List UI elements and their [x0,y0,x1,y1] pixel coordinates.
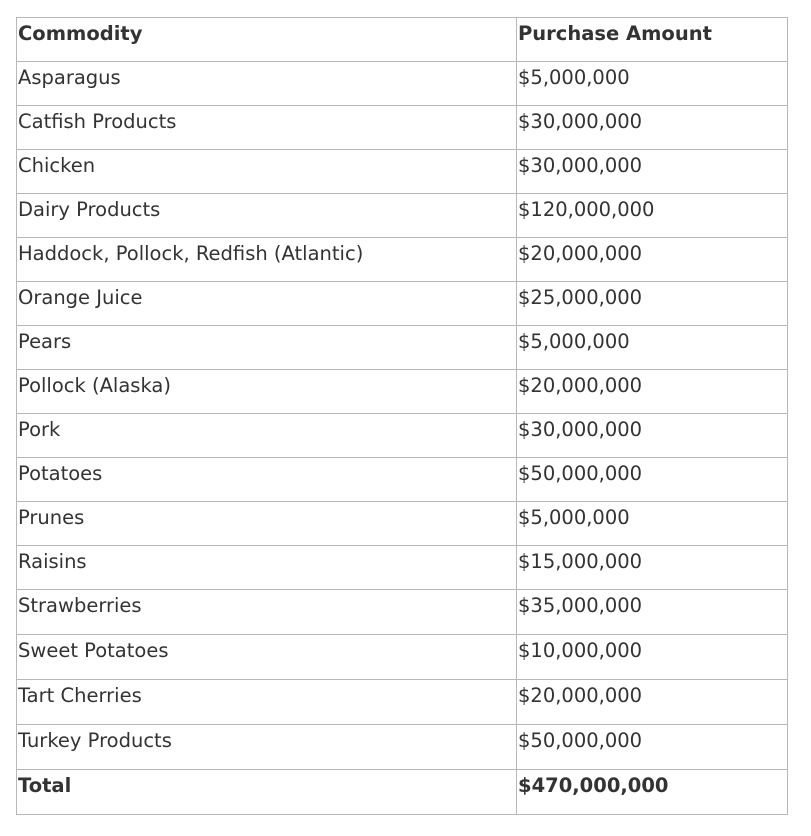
amount-cell: $20,000,000 [517,370,788,414]
table-row [17,414,788,458]
table-row [17,725,788,770]
table-row [17,238,788,282]
commodity-cell: Prunes [17,502,517,546]
amount-cell: $120,000,000 [517,194,788,238]
commodity-cell: Asparagus [17,62,517,106]
amount-cell: $35,000,000 [517,590,788,635]
commodity-cell: Raisins [17,546,517,590]
amount-cell: $30,000,000 [517,106,788,150]
table-row [17,194,788,238]
amount-cell: $10,000,000 [517,635,788,680]
table-header-row [17,18,788,62]
table-row [17,326,788,370]
amount-cell: $50,000,000 [517,725,788,770]
header-commodity: Commodity [17,18,517,62]
commodity-cell: Pears [17,326,517,370]
total-amount: $470,000,000 [517,770,788,815]
commodity-cell: Sweet Potatoes [17,635,517,680]
commodity-cell: Turkey Products [17,725,517,770]
total-row [17,770,788,815]
amount-cell: $5,000,000 [517,502,788,546]
commodity-cell: Tart Cherries [17,680,517,725]
table-row [17,590,788,635]
commodity-cell: Haddock, Pollock, Redfish (Atlantic) [17,238,517,282]
table-row [17,150,788,194]
table-row [17,546,788,590]
amount-cell: $20,000,000 [517,680,788,725]
amount-cell: $5,000,000 [517,62,788,106]
total-label: Total [17,770,517,815]
table-row [17,502,788,546]
amount-cell: $15,000,000 [517,546,788,590]
table-row [17,680,788,725]
commodity-purchase-table [16,17,788,815]
commodity-cell: Pork [17,414,517,458]
amount-cell: $25,000,000 [517,282,788,326]
amount-cell: $5,000,000 [517,326,788,370]
amount-cell: $30,000,000 [517,150,788,194]
table-row [17,106,788,150]
amount-cell: $50,000,000 [517,458,788,502]
table-row [17,62,788,106]
header-purchase-amount: Purchase Amount [517,18,788,62]
table-row [17,370,788,414]
commodity-cell: Chicken [17,150,517,194]
table-row [17,282,788,326]
commodity-cell: Potatoes [17,458,517,502]
table-row [17,635,788,680]
commodity-cell: Catfish Products [17,106,517,150]
commodity-cell: Orange Juice [17,282,517,326]
commodity-cell: Dairy Products [17,194,517,238]
commodity-cell: Strawberries [17,590,517,635]
commodity-cell: Pollock (Alaska) [17,370,517,414]
amount-cell: $30,000,000 [517,414,788,458]
amount-cell: $20,000,000 [517,238,788,282]
table-row [17,458,788,502]
